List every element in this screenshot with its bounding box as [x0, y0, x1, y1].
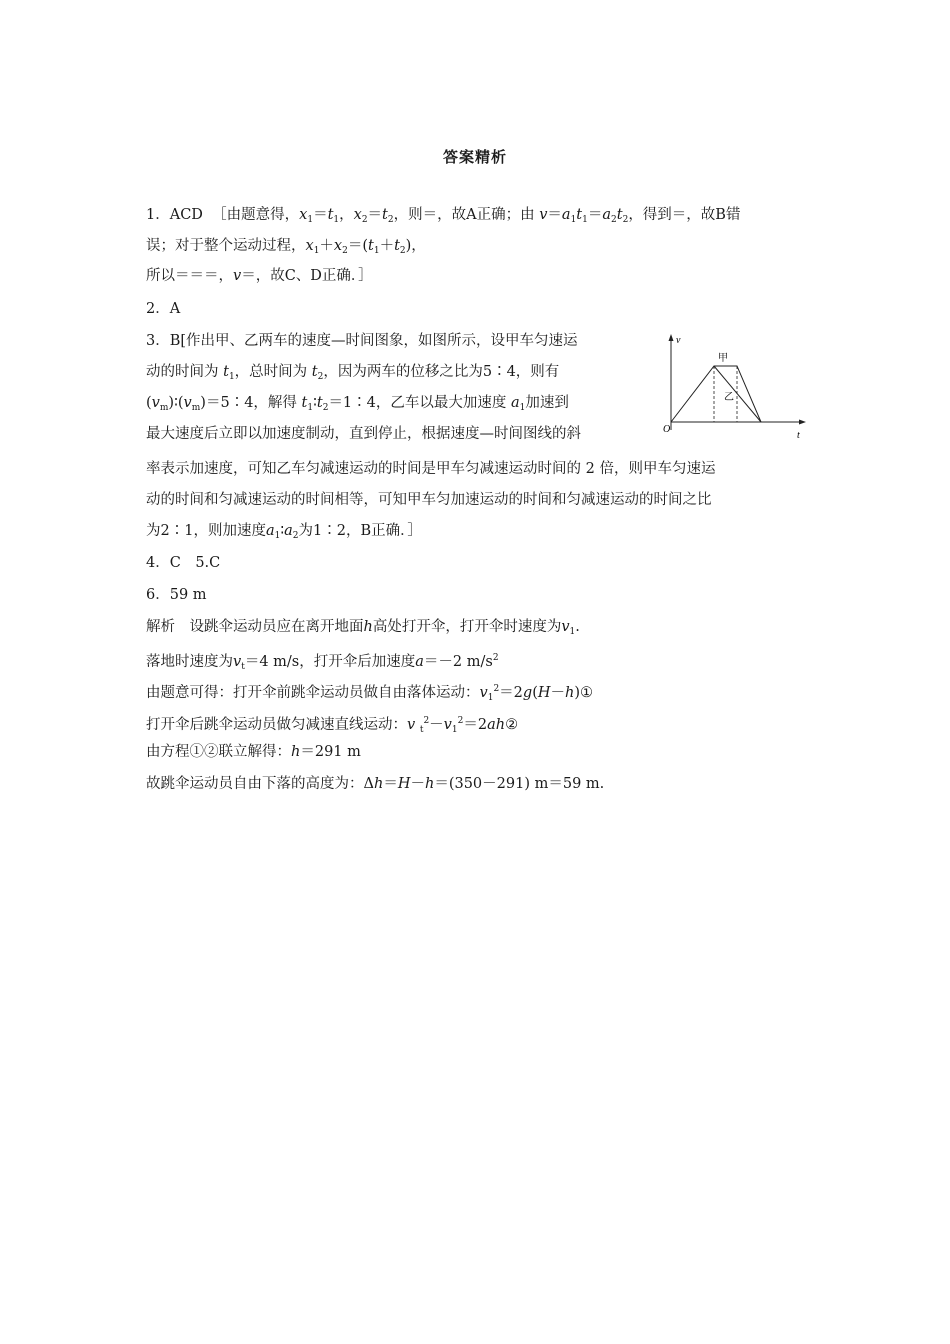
v-axis-arrow	[669, 334, 674, 341]
answer-4-5: 4．C 5.C	[146, 555, 221, 571]
answer-1-label: 1．ACD	[146, 207, 203, 223]
answer-3-line-1: 3．B[作出甲、乙两车的速度—时间图象，如图所示，设甲车匀速运	[146, 333, 578, 349]
answer-6-line-3: 由题意可得：打开伞前跳伞运动员做自由落体运动：$v_1^2=2g(H-h)①$	[146, 684, 594, 703]
yi-label: 乙	[724, 392, 734, 403]
t-axis-label: t	[797, 430, 800, 441]
t-axis-arrow	[799, 420, 806, 425]
answer-2: 2．A	[146, 301, 181, 317]
answer-6-line-5: 由方程①②联立解得：h＝291 m	[146, 744, 361, 760]
answer-1-line-1: 1．ACD ［由题意得，$x_1=t_1$，$x_2=t_2$，则＝，故A正确；由 $v=a_1t_1=a_2t_2$，得到＝，故B错	[146, 207, 741, 225]
jia-label: 甲	[718, 353, 728, 364]
answer-6-line-2: 落地时速度为$v_t=4$ m/s，打开伞后加速度a＝－2 $m/s^2$	[146, 653, 499, 672]
v-axis-label: v	[676, 335, 681, 346]
answer-6-line-1: 解析 设跳伞运动员应在离开地面h高处打开伞，打开伞时速度为$v_1$.	[146, 619, 580, 637]
jia-line	[671, 366, 761, 422]
answer-3-line-3: $(v_m)∶(v_m)=5∶4$，解得 $t_1∶t_2=1∶4$，乙车以最大加速度 $a_1$加速到	[146, 395, 569, 413]
answer-6-line-4: 打开伞后跳伞运动员做匀减速直线运动：v $_t^2-v_1^2=2ah②$	[146, 716, 519, 735]
answer-6: 6．59 m	[146, 587, 207, 603]
answer-3-line-6: 动的时间和匀减速运动的时间相等，可知甲车匀加速运动的时间和匀减速运动的时间之比	[146, 492, 712, 508]
answer-1-line-3: 所以＝＝＝，v＝，故C、D正确．］	[146, 268, 373, 284]
page-title: 答案精析	[442, 148, 507, 166]
answer-3-line-2: 动的时间为 $t_1$，总时间为 $t_2$，因为两车的位移之比为5∶4，则有	[146, 364, 560, 382]
answer-6-line-6: 故跳伞运动员自由下落的高度为：Δh＝H－h＝(350－291) m＝59 m.	[146, 776, 605, 792]
yi-line	[714, 366, 761, 422]
answer-1-line-2: 误；对于整个运动过程，$x_1+x_2=(t_1+t_2)$，	[146, 238, 426, 256]
velocity-time-graph	[665, 332, 810, 442]
answer-3-line-5: 率表示加速度，可知乙车匀减速运动的时间是甲车匀减速运动时间的 2 倍，则甲车匀速运	[146, 461, 716, 477]
answer-3-line-4: 最大速度后立即以加速度制动，直到停止，根据速度—时间图线的斜	[146, 426, 581, 442]
origin-label: O	[663, 424, 671, 435]
answer-3-line-7: 为2∶1，则加速度$a_1∶a_2$为1∶2，B正确．］	[146, 523, 422, 541]
